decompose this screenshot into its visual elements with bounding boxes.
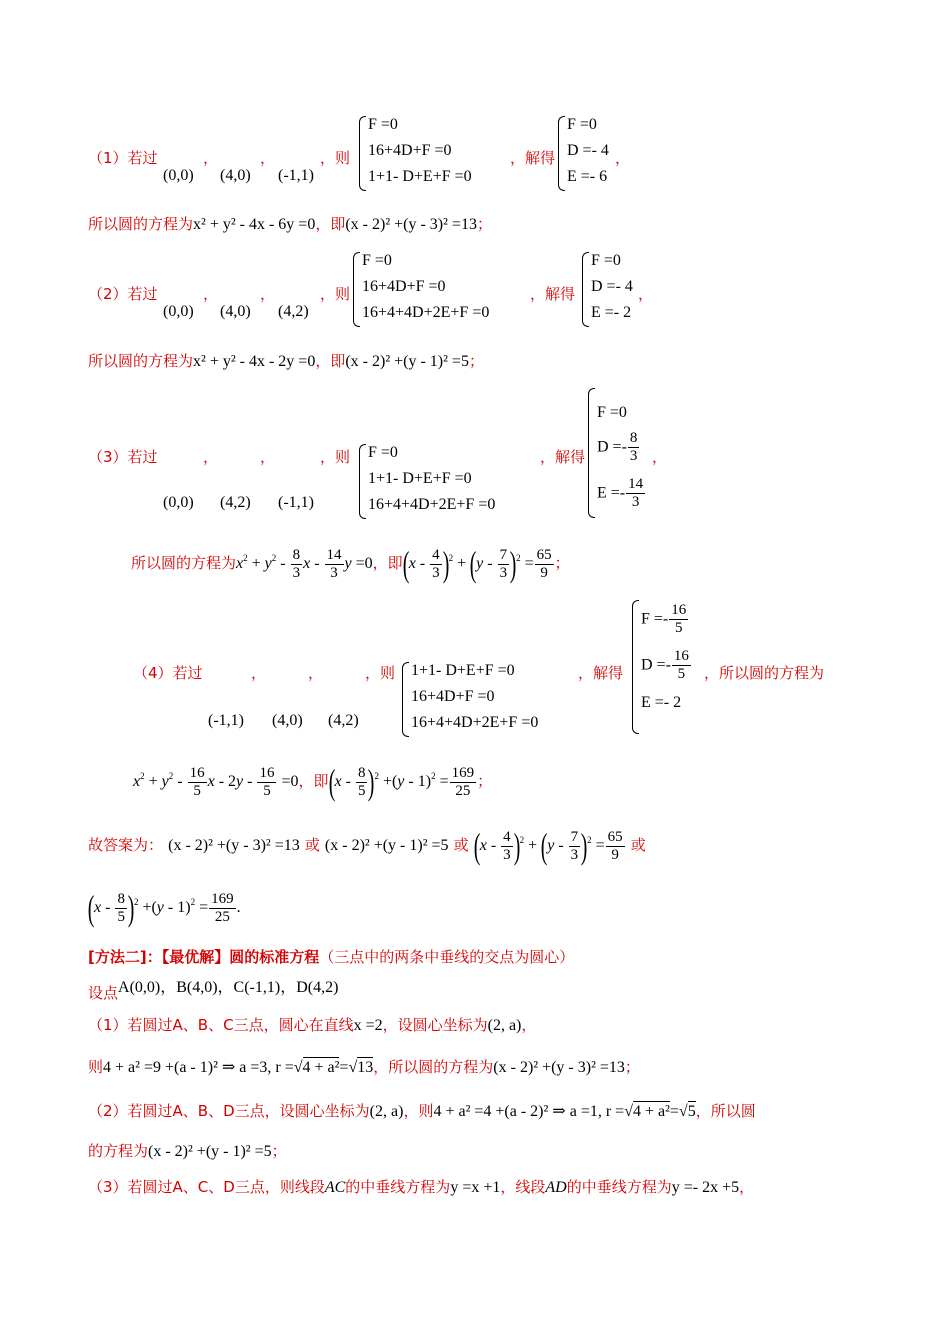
- comma: ，: [652, 448, 668, 466]
- comma: ，: [260, 448, 276, 466]
- case2-solution-row: D =- 4: [591, 278, 633, 295]
- comma: ，: [251, 664, 267, 682]
- case1-point-2: (4,0): [220, 167, 251, 184]
- method2-p2-center: (2, a): [369, 1103, 404, 1120]
- case4-point-1: (-1,1): [208, 712, 244, 729]
- answer-or: 或: [304, 836, 320, 854]
- case4-tail: ，所以圆的方程为: [704, 664, 825, 682]
- method2-p1b-sqrt2: 13: [357, 1059, 374, 1076]
- denominator: 5: [677, 666, 686, 683]
- case2-system: [353, 252, 533, 327]
- method2-setpoints-line: [88, 974, 339, 1002]
- method2-p2-then: ，则: [403, 1102, 434, 1120]
- case1-ie: ，即: [315, 215, 346, 233]
- case3-point-1: (0,0): [163, 494, 194, 511]
- method2-p3-label: （3）若圆过A、C、D三点，则线段: [88, 1178, 325, 1196]
- case3-solution-e: [597, 476, 646, 512]
- case3-point-3: (-1,1): [278, 494, 314, 511]
- answer-line: [88, 820, 646, 870]
- case2-solution-row: F =0: [591, 252, 621, 269]
- method2-p2-label: （2）若圆过A、B、D三点，: [88, 1102, 280, 1120]
- case2-then: ，则: [320, 285, 351, 303]
- case2-point-2: (4,0): [220, 303, 251, 320]
- method2-p1: [88, 1014, 536, 1035]
- method2-note: （三点中的两条中垂线的交点为圆心）: [319, 948, 575, 966]
- case1-point-1: (0,0): [163, 167, 194, 184]
- method2-p1b-result: (x - 2)² +(y - 3)² =13: [493, 1059, 625, 1076]
- method2-p3-mid3: 的中垂线方程为: [566, 1178, 672, 1196]
- case4-solution: [632, 600, 707, 734]
- case1-point-3: (-1,1): [278, 167, 314, 184]
- case1-equation: x² + y² - 4x - 6y =0: [193, 216, 316, 233]
- case3-equation: $x^2 + y^2$ - $\frac{8}{3}$ x - $\frac{14}{3}$ y =0: [236, 546, 373, 581]
- case4-solve-label: ，解得: [578, 664, 624, 682]
- case1-solution-row: E =- 6: [567, 168, 608, 185]
- case3-end: ；: [554, 554, 570, 572]
- numerator: 8: [628, 430, 640, 448]
- case3-solution: [588, 388, 658, 518]
- case2-system-row: 16+4D+F =0: [362, 278, 446, 295]
- case2-solution-row: E =- 2: [591, 304, 632, 321]
- method2-p1-line: x =2: [353, 1017, 383, 1034]
- case1-then: ，则: [320, 149, 351, 167]
- case2-result-line: [88, 350, 484, 371]
- case3-system-row: 1+1- D+E+F =0: [368, 470, 472, 487]
- comma: ，: [308, 664, 324, 682]
- brace: [353, 252, 360, 327]
- sqrt-sign: √: [678, 1103, 688, 1120]
- answer-eq3: (x - $\frac{4}{3}$ )$^2$ + (y - $\frac{7}{3}$ )$^2$ = $\frac{65}{9}$: [473, 826, 623, 867]
- d-prefix: D =-: [641, 656, 671, 674]
- method2-p2-sqrt2: 5: [687, 1103, 696, 1120]
- comma: ，: [260, 285, 276, 303]
- case2-point-3: (4,2): [278, 303, 309, 320]
- numerator: 16: [669, 602, 688, 620]
- case1-label: （1）若过: [88, 149, 158, 167]
- case3-system-row: 16+4+4D+2E+F =0: [368, 496, 496, 513]
- method2-setpoints-label: 设点: [88, 984, 119, 1002]
- case4-point-2: (4,0): [272, 712, 303, 729]
- case2-label: （2）若过: [88, 285, 158, 303]
- method2-p3-line2: y =- 2x +5: [671, 1179, 740, 1196]
- brace: [402, 662, 409, 737]
- case3-result-line: [131, 538, 570, 588]
- case1-system-row: 16+4D+F =0: [368, 142, 452, 159]
- case3-solution-d: [597, 430, 640, 466]
- comma: ，: [203, 149, 219, 167]
- method2-p2-mid: 设圆心坐标为: [279, 1102, 370, 1120]
- method2-p2: [88, 1100, 756, 1121]
- case4-solution-e: E =- 2: [641, 694, 682, 711]
- method2-p2-eq: =: [669, 1103, 679, 1120]
- denominator: 3: [631, 494, 640, 511]
- case3-point-2: (4,2): [220, 494, 251, 511]
- answer-eq4: (x - $\frac{8}{5}$ )$^2$ +(y - 1)$^2$ = $\frac{169}{25}$: [87, 888, 234, 929]
- denominator: 3: [629, 448, 638, 465]
- method2-p2b: [88, 1140, 287, 1161]
- brace: [588, 388, 595, 518]
- case3-ie: ，即: [372, 554, 403, 572]
- case2-ie: ，即: [315, 352, 346, 370]
- case1-solution-row: F =0: [567, 116, 597, 133]
- method2-p3-end: ，: [739, 1178, 755, 1196]
- case2-system-row: F =0: [362, 252, 392, 269]
- method2-p1-label: （1）若圆过A、B、C三点，圆心在直线: [88, 1016, 354, 1034]
- brace: [582, 252, 589, 327]
- comma: ，: [615, 149, 631, 167]
- method2-p3-seg1: AC: [324, 1179, 346, 1196]
- case3-system: [359, 444, 539, 519]
- method2-p1-center: (2, a): [487, 1017, 522, 1034]
- method2-p3-mid2: ，线段: [500, 1178, 546, 1196]
- method2-p1-end: ，: [521, 1016, 537, 1034]
- method2-p2b-prefix: 的方程为: [88, 1142, 149, 1160]
- case3-solution-f: F =0: [597, 404, 627, 421]
- method2-p3-mid1: 的中垂线方程为: [345, 1178, 451, 1196]
- method2-heading-line: [88, 946, 574, 967]
- case3-then: ，则: [320, 448, 351, 466]
- method2-p2-calc: 4 + a² =4 +(a - 2)² ⇒ a =1, r =: [433, 1103, 625, 1120]
- answer-period: .: [236, 899, 241, 916]
- case2-point-1: (0,0): [163, 303, 194, 320]
- answer-eq1: (x - 2)² +(y - 3)² =13: [168, 837, 300, 854]
- case1-result-prefix: 所以圆的方程为: [88, 215, 194, 233]
- case1-solve-label: ，解得: [510, 149, 556, 167]
- case2-end: ；: [468, 352, 484, 370]
- method2-p1-mid: ，设圆心坐标为: [382, 1016, 488, 1034]
- case4-system: [402, 662, 582, 737]
- method2-p2-sqrt: 4 + a²: [632, 1103, 670, 1120]
- numerator: 14: [626, 476, 645, 494]
- case3-standard: (x - $\frac{4}{3}$ )$^2$ + (y - $\frac{7}{3}$ )$^2$ = $\frac{65}{9}$: [402, 544, 552, 585]
- case2-standard: (x - 2)² +(y - 1)² =5: [345, 353, 469, 370]
- answer-or: 或: [630, 836, 646, 854]
- answer-label: 故答案为：: [88, 836, 164, 854]
- case1-system-row: F =0: [368, 116, 398, 133]
- case3-solve-label: ，解得: [540, 448, 586, 466]
- sqrt-sign: √: [293, 1059, 303, 1076]
- method2-p2b-end: ；: [271, 1142, 287, 1160]
- case3-result-prefix: 所以圆的方程为: [131, 554, 237, 572]
- case4-equation: $x^2 + y^2$ - $\frac{16}{5}$ x - 2y - $\frac{16}{5}$ =0: [133, 764, 299, 799]
- method2-p3-seg2: AD: [545, 1179, 567, 1196]
- case1-system-row: 1+1- D+E+F =0: [368, 168, 472, 185]
- method2-p1b-eq: =: [339, 1059, 349, 1076]
- comma: ，: [638, 285, 654, 303]
- case4-system-row: 16+4+4D+2E+F =0: [411, 714, 539, 731]
- case4-ie: ，即: [298, 772, 329, 790]
- case1-standard: (x - 2)² +(y - 3)² =13: [345, 216, 477, 233]
- case1-system: [359, 116, 509, 191]
- comma: ，: [260, 149, 276, 167]
- case1-solution-row: D =- 4: [567, 142, 609, 159]
- method2-p3: [88, 1176, 754, 1197]
- case4-point-3: (4,2): [328, 712, 359, 729]
- case4-label: （4）若过: [133, 664, 203, 682]
- numerator: 16: [672, 648, 691, 666]
- method2-heading: [方法二]：【最优解】圆的标准方程: [88, 948, 320, 966]
- method2-p1b-end: ；: [624, 1058, 640, 1076]
- case1-result-line: [88, 213, 492, 234]
- case4-system-row: 16+4D+F =0: [411, 688, 495, 705]
- method2-p1b-calc: 4 + a² =9 +(a - 1)² ⇒ a =3, r =: [103, 1059, 294, 1076]
- method2-p3-line1: y =x +1: [450, 1179, 501, 1196]
- comma: ，: [203, 285, 219, 303]
- denominator: 5: [675, 620, 683, 637]
- e-prefix: E =-: [597, 484, 626, 502]
- method2-p1b-mid: ，所以圆的方程为: [373, 1058, 494, 1076]
- d-prefix: D =-: [597, 438, 627, 456]
- case3-label: （3）若过: [88, 448, 158, 466]
- case4-solution-d: [641, 648, 692, 684]
- case3-system-row: F =0: [368, 444, 398, 461]
- method2-p1b-sqrt: 4 + a²: [302, 1059, 340, 1076]
- case2-equation: x² + y² - 4x - 2y =0: [193, 353, 316, 370]
- sqrt-sign: √: [624, 1103, 633, 1120]
- case4-result-line: [133, 756, 492, 806]
- case4-system-row: 1+1- D+E+F =0: [411, 662, 515, 679]
- case2-result-prefix: 所以圆的方程为: [88, 352, 194, 370]
- answer-line-2: [88, 882, 241, 932]
- case1-end: ；: [476, 215, 492, 233]
- method2-setpoints: A(0,0)，B(4,0)，C(-1,1)，D(4,2): [118, 979, 339, 996]
- case4-solution-f: [641, 602, 689, 638]
- answer-eq2: (x - 2)² +(y - 1)² =5: [324, 837, 449, 854]
- method2-p1b-prefix: 则: [88, 1058, 104, 1076]
- f-prefix: F =-: [641, 610, 669, 628]
- case4-standard: (x - $\frac{8}{5}$ )$^2$ +(y - 1)$^2$ = $\frac{169}{25}$: [328, 762, 475, 803]
- answer-or: 或: [453, 836, 469, 854]
- brace: [558, 116, 565, 191]
- method2-p2b-result: (x - 2)² +(y - 1)² =5: [148, 1143, 272, 1160]
- method2-p1b: [88, 1056, 640, 1077]
- case2-system-row: 16+4+4D+2E+F =0: [362, 304, 490, 321]
- brace: [632, 600, 639, 734]
- case4-then: ，则: [365, 664, 396, 682]
- method2-p2-end: ，所以圆: [695, 1102, 756, 1120]
- brace: [359, 116, 366, 191]
- sqrt-sign: √: [348, 1059, 358, 1076]
- brace: [359, 444, 366, 519]
- case4-end: ；: [477, 772, 493, 790]
- comma: ，: [203, 448, 219, 466]
- case2-solve-label: ，解得: [530, 285, 576, 303]
